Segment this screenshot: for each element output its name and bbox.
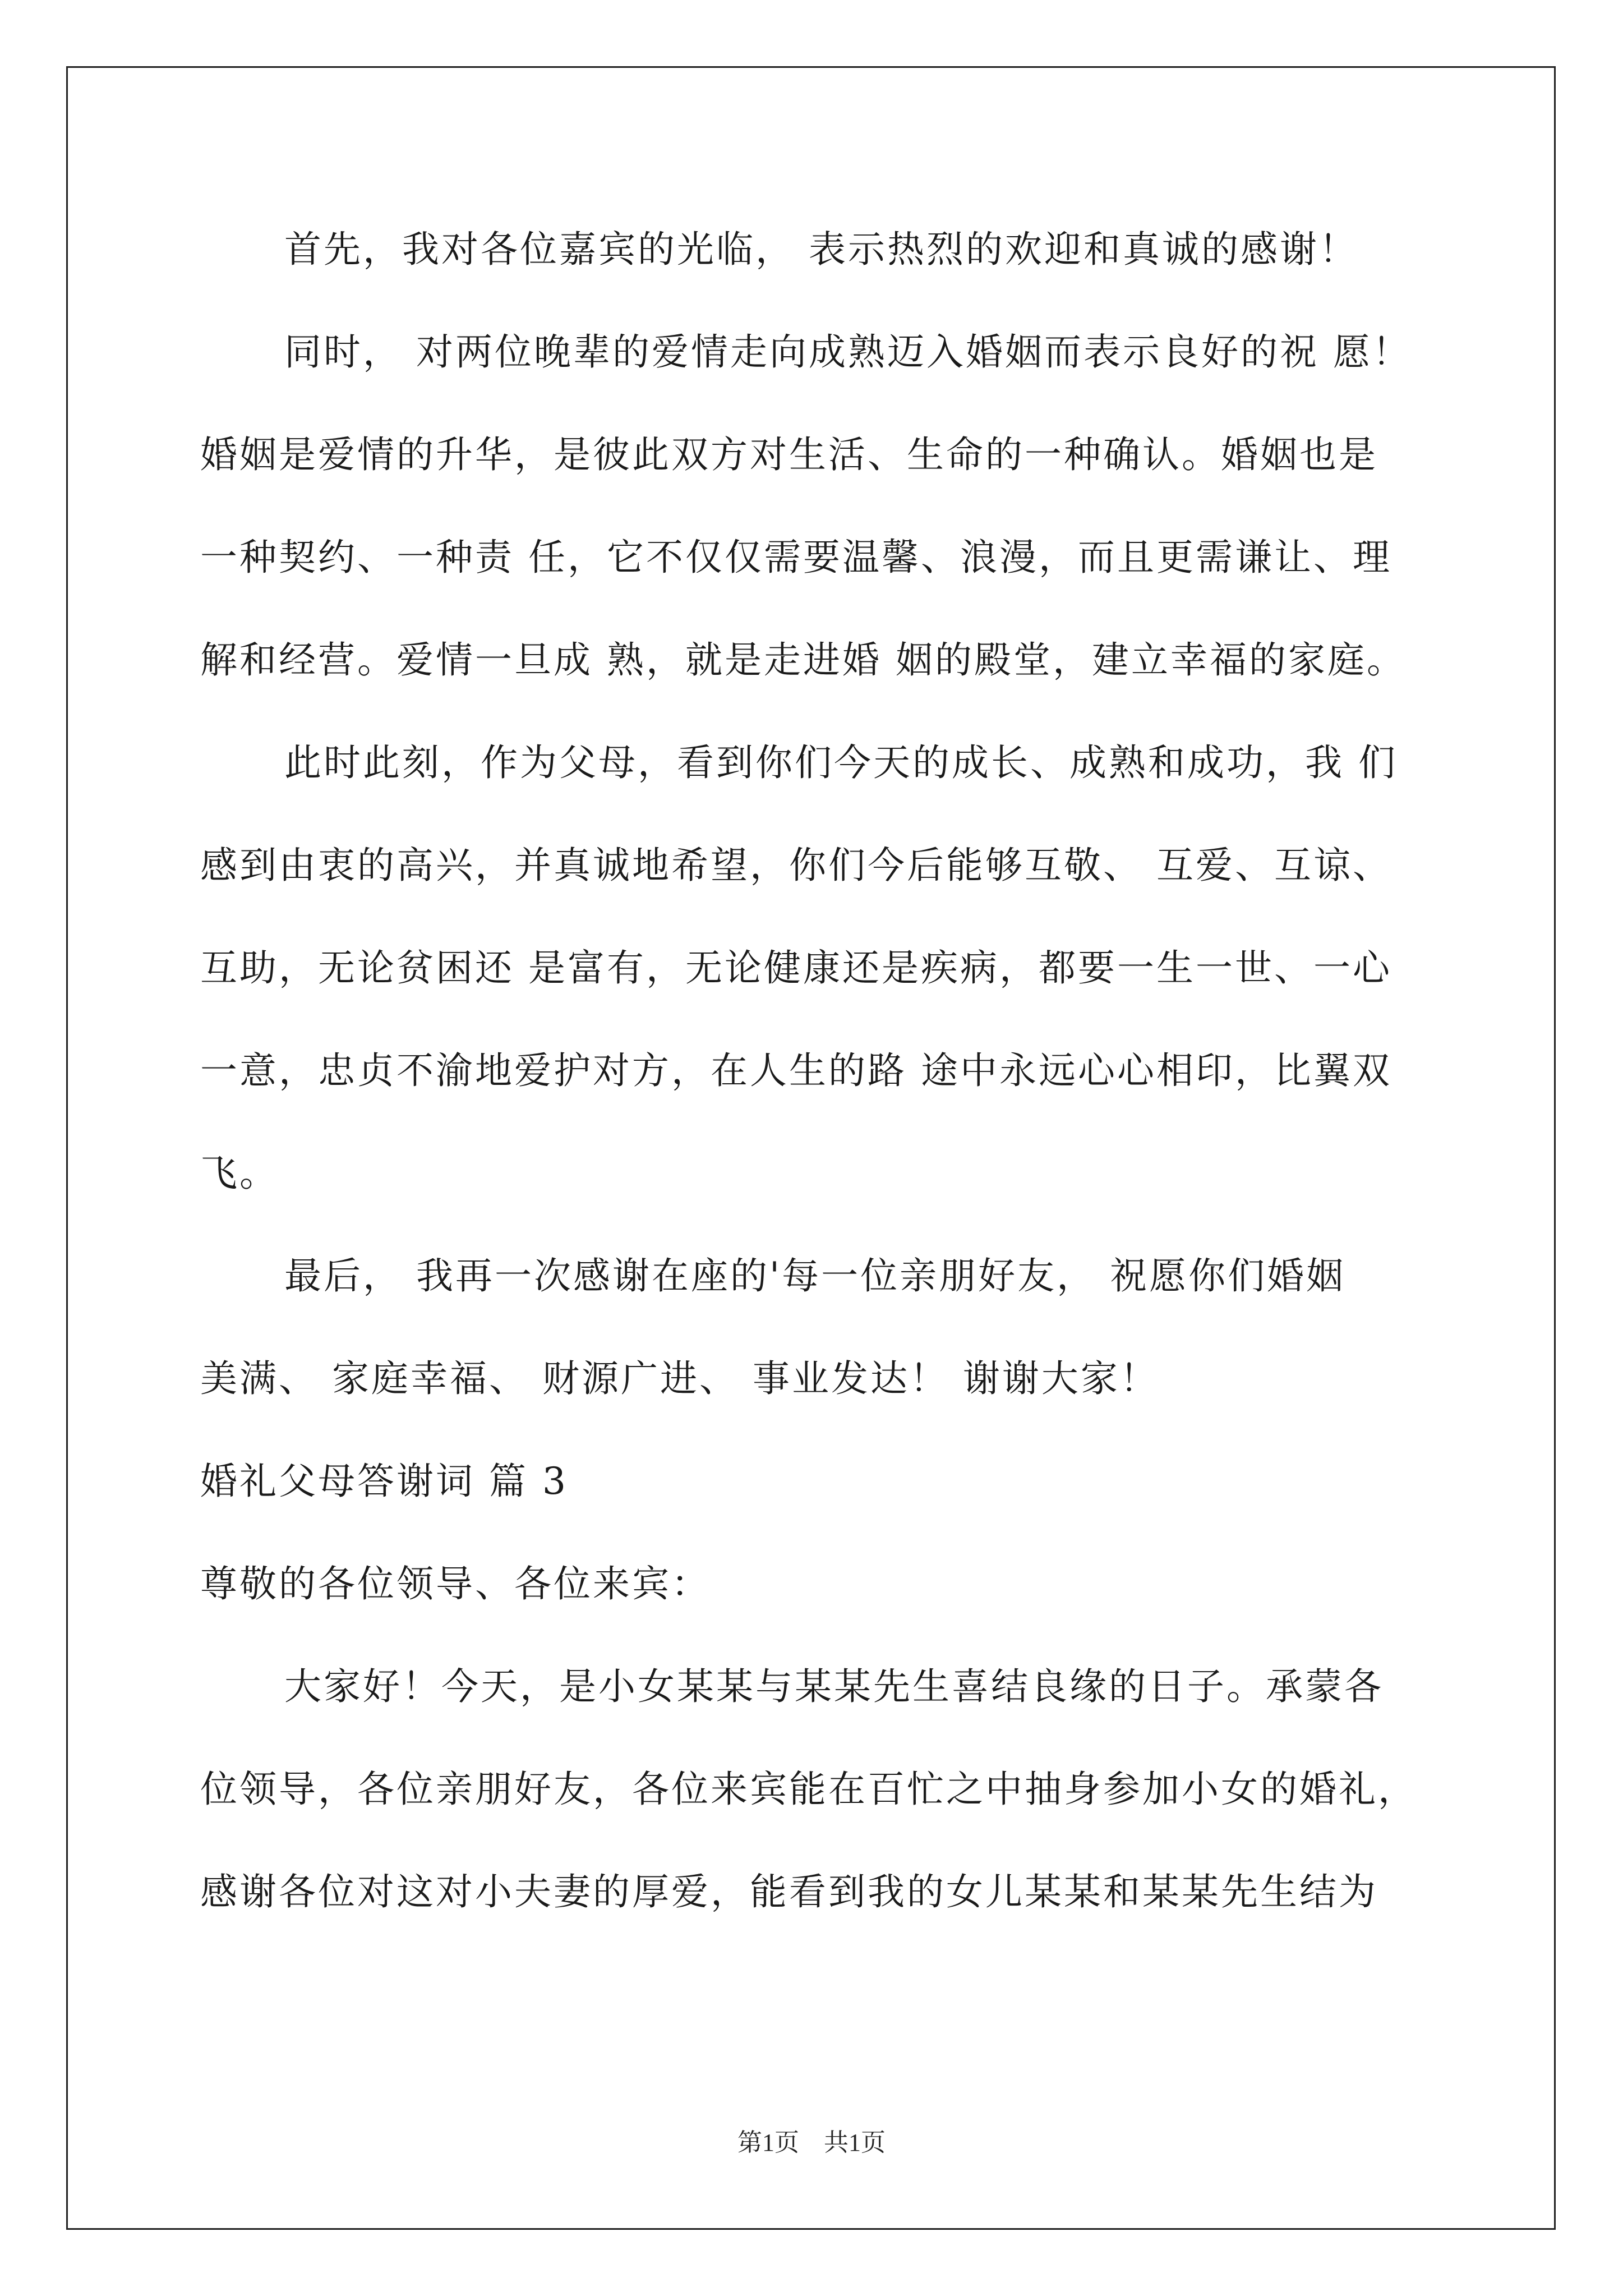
- paragraph-line: 同时， 对两位晚辈的爱情走向成熟迈入婚姻而表示良好的祝 愿！: [284, 330, 1412, 374]
- paragraph-line: 一种契约、一种责 任，它不仅仅需要温馨、浪漫，而且更需谦让、理: [200, 536, 1392, 579]
- paragraph-line: 解和经营。爱情一旦成 熟，就是走进婚 姻的殿堂，建立幸福的家庭。: [200, 638, 1406, 682]
- paragraph-line: 首先，我对各位嘉宾的光临， 表示热烈的欢迎和真诚的感谢！: [284, 228, 1358, 271]
- paragraph-line: 此时此刻，作为父母，看到你们今天的成长、成熟和成功，我 们: [284, 741, 1398, 784]
- paragraph-line: 美满、 家庭幸福、 财源广进、 事业发达！ 谢谢大家！: [200, 1357, 1159, 1400]
- paragraph-line: 互助，无论贫困还 是富有，无论健康还是疾病，都要一生一世、一心: [200, 946, 1392, 990]
- section-heading: 婚礼父母答谢词 篇 3: [200, 1460, 568, 1503]
- page-footer: 第1页 共1页: [737, 2129, 886, 2156]
- paragraph-line: 感到由衷的高兴，并真诚地希望，你们今后能够互敬、 互爱、互谅、: [200, 844, 1392, 887]
- paragraph-line: 位领导，各位亲朋好友，各位来宾能在百忙之中抽身参加小女的婚礼，: [200, 1768, 1417, 1811]
- paragraph-line: 婚姻是爱情的升华，是彼此双方对生活、生命的一种确认。婚姻也是: [200, 433, 1378, 476]
- paragraph-line: 最后， 我再一次感谢在座的'每一位亲朋好友， 祝愿你们婚姻: [284, 1254, 1346, 1297]
- paragraph-line: 大家好！今天，是小女某某与某某先生喜结良缘的日子。承蒙各: [284, 1665, 1384, 1708]
- paragraph-line: 飞。: [200, 1152, 279, 1195]
- paragraph-line: 一意，忠贞不渝地爱护对方，在人生的路 途中永远心心相印，比翼双: [200, 1049, 1392, 1092]
- salutation-line: 尊敬的各位领导、各位来宾：: [200, 1562, 711, 1605]
- paragraph-line: 感谢各位对这对小夫妻的厚爱，能看到我的女儿某某和某某先生结为: [200, 1870, 1378, 1913]
